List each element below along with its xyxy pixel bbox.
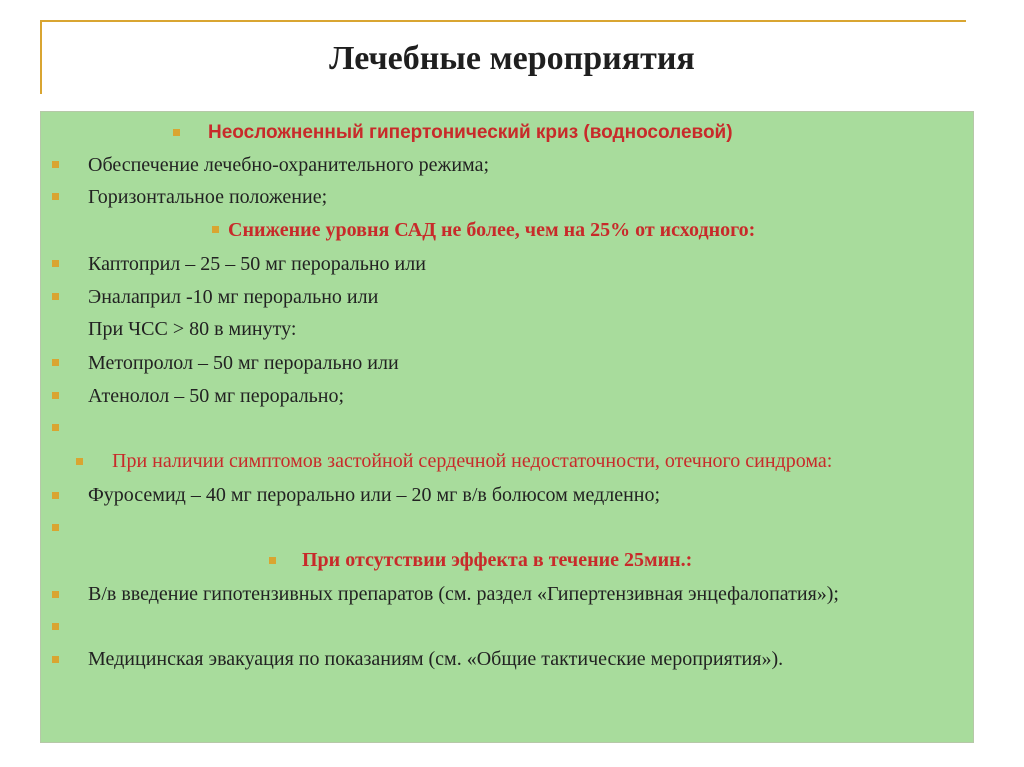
bullet-icon [52, 623, 59, 630]
bullet-icon [52, 293, 59, 300]
list-item-atenolol: Атенолол – 50 мг перорально; [88, 385, 345, 407]
section-heading-uncomplicated-crisis: Неосложненный гипертонический криз (водносолевой) [208, 122, 733, 143]
list-item-regime: Обеспечение лечебно-охранительного режима; [88, 154, 490, 176]
bullet-icon [52, 656, 59, 663]
list-item-evacuation: Медицинская эвакуация по показаниям (см. «Общие тактические мероприятия»). [88, 648, 784, 670]
list-item-hr-condition: При ЧСС > 80 в минуту: [88, 318, 297, 340]
bullet-icon [52, 260, 59, 267]
bullet-icon [52, 161, 59, 168]
section-heading-sad-reduction: Снижение уровня САД не более, чем на 25% от исходного: [228, 219, 756, 241]
list-item-captopril: Каптоприл – 25 – 50 мг перорально или [88, 253, 426, 275]
slide-title: Лечебные мероприятия [329, 40, 695, 77]
bullet-icon [52, 359, 59, 366]
bullet-icon [52, 524, 59, 531]
bullet-icon [52, 424, 59, 431]
list-item-iv-antihypertensive: В/в введение гипотензивных препаратов (см. раздел «Гипертензивная энцефалопатия»); [88, 583, 839, 605]
bullet-icon [76, 458, 83, 465]
list-item-position: Горизонтальное положение; [88, 186, 328, 208]
bullet-icon [269, 557, 276, 564]
bullet-icon [52, 392, 59, 399]
list-item-enalapril: Эналаприл -10 мг перорально или [88, 286, 379, 308]
bullet-icon [212, 226, 219, 233]
section-heading-heart-failure: При наличии симптомов застойной сердечной недостаточности, отечного синдрома: [112, 450, 833, 472]
bullet-icon [173, 129, 180, 136]
list-item-furosemide: Фуросемид – 40 мг перорально или – 20 мг в/в болюсом медленно; [88, 484, 661, 506]
list-item-metoprolol: Метопролол – 50 мг перорально или [88, 352, 399, 374]
bullet-icon [52, 591, 59, 598]
bullet-icon [52, 492, 59, 499]
section-heading-no-effect: При отсутствии эффекта в течение 25мин.: [302, 549, 693, 571]
bullet-icon [52, 193, 59, 200]
title-frame-top-rule [40, 20, 966, 22]
